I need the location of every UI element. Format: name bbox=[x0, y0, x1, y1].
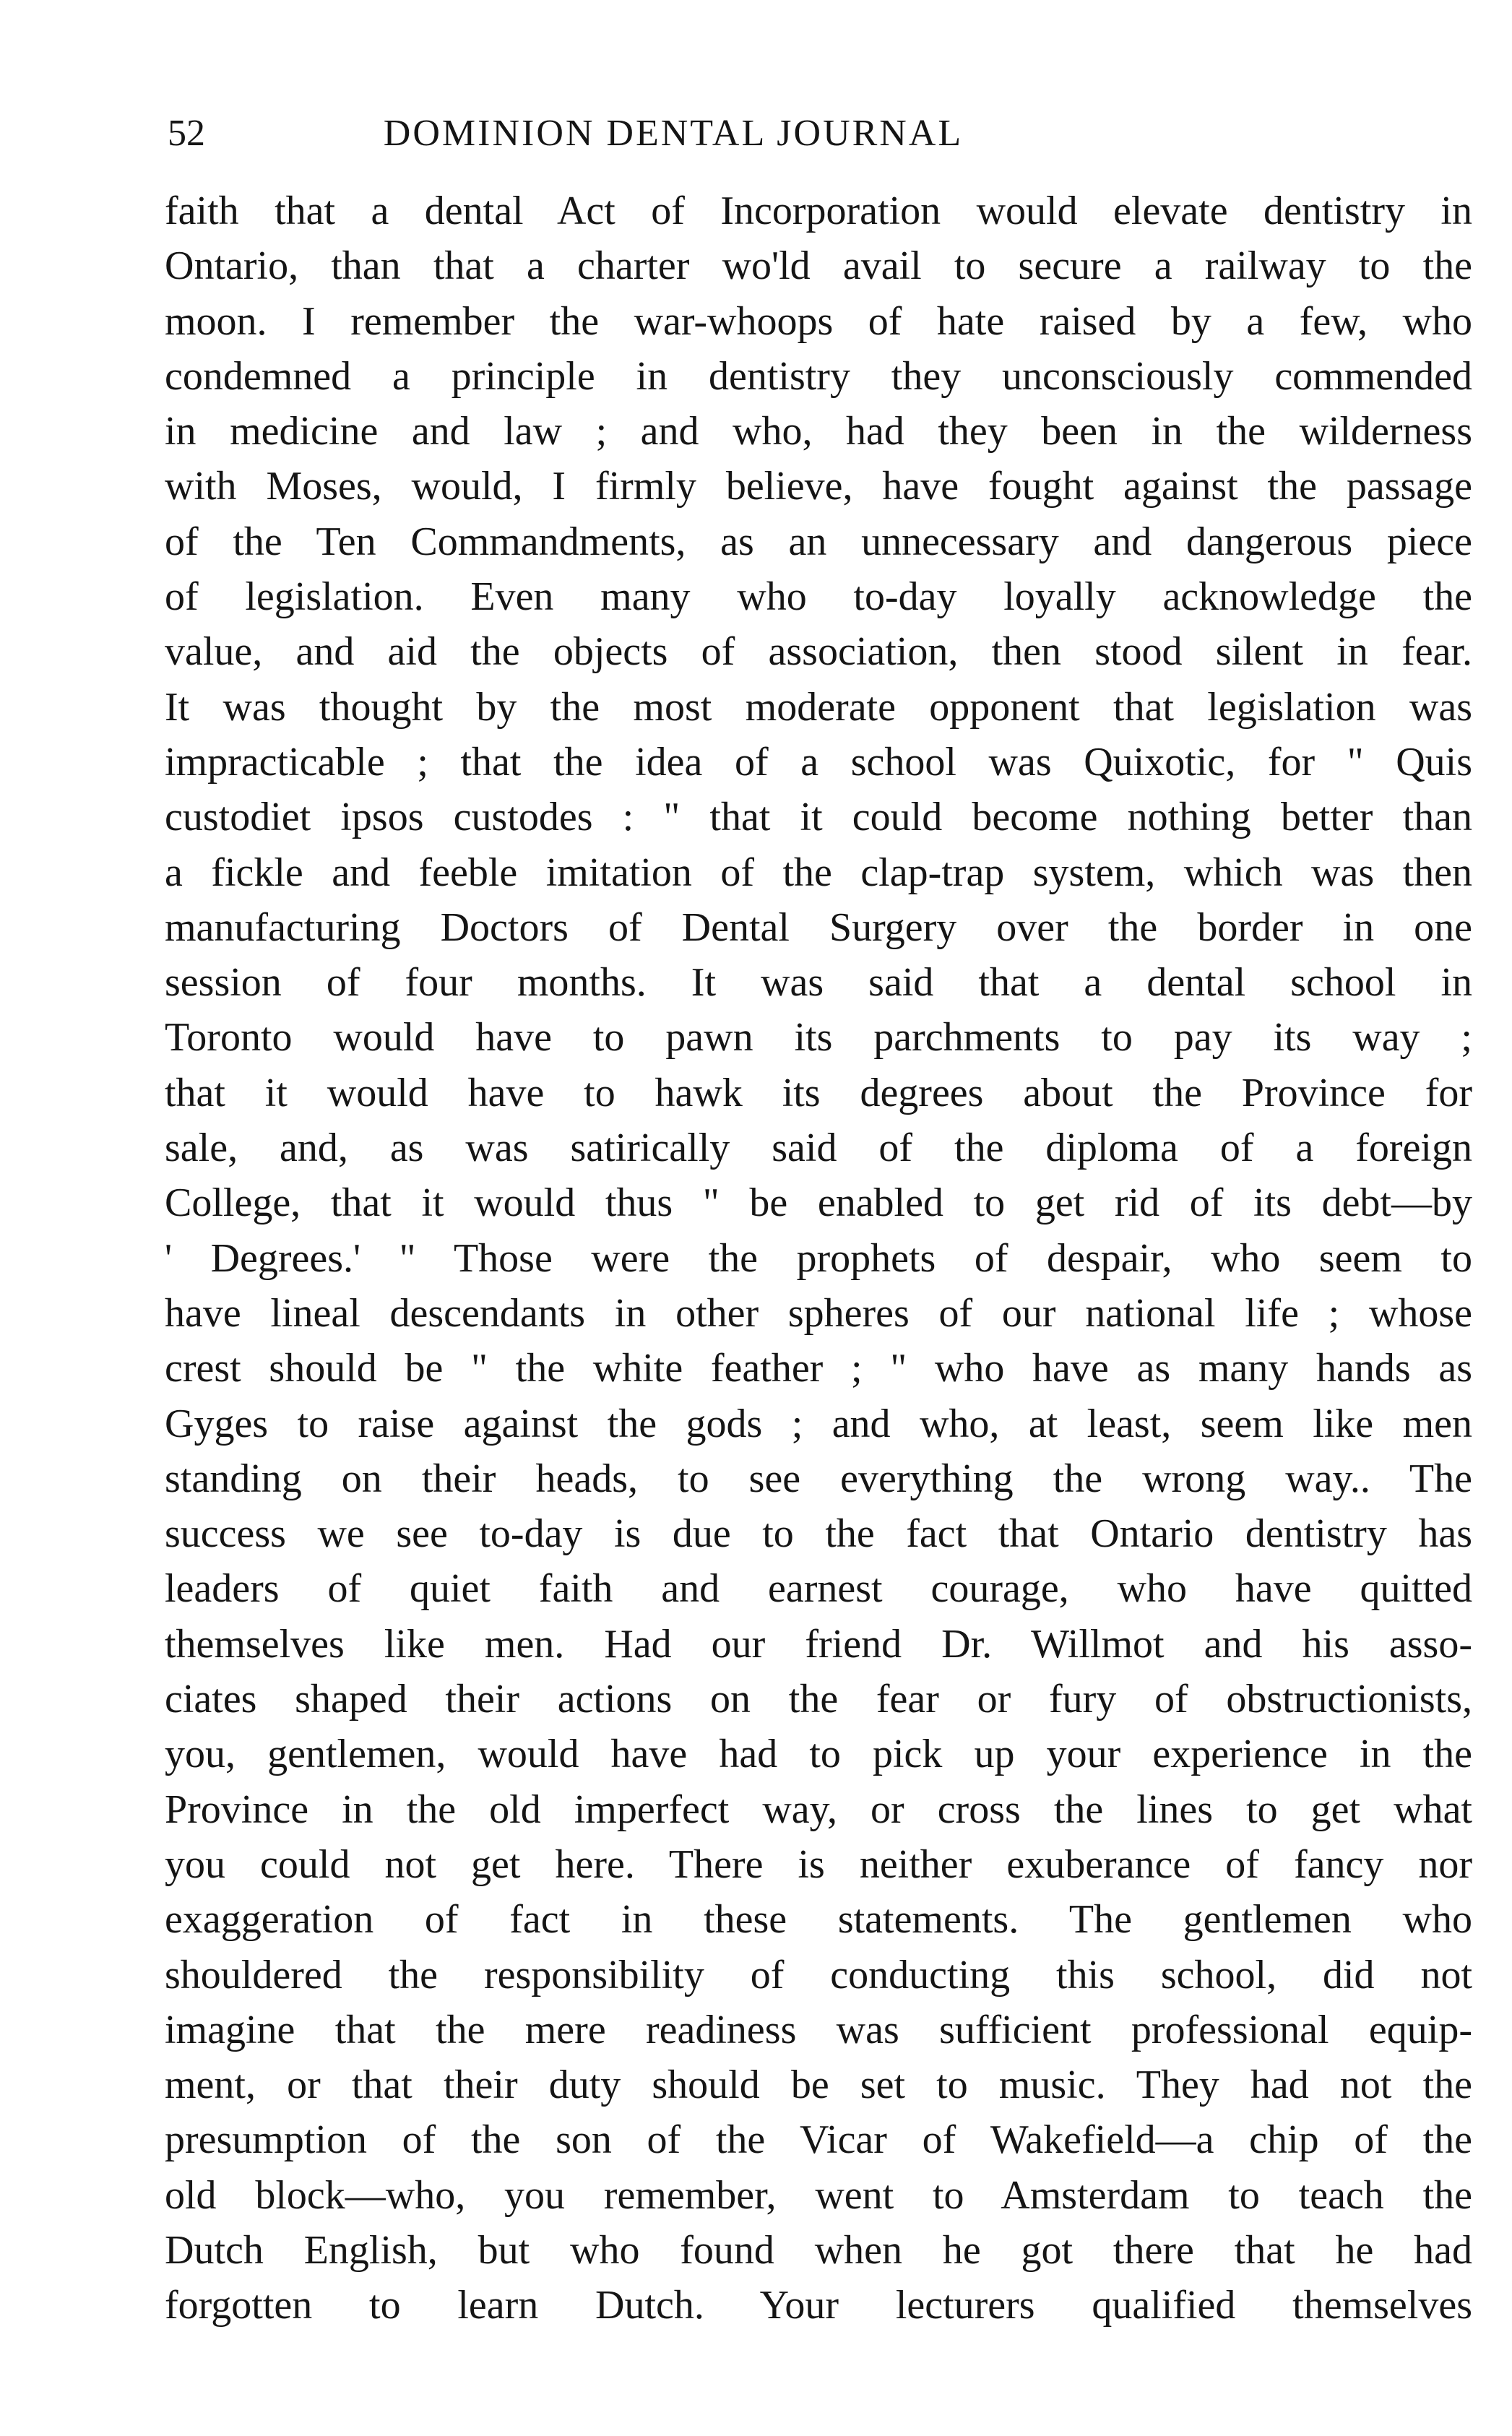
text-line: ' Degrees.' " Those were the prophets of despair, who seem to bbox=[165, 1235, 1472, 1281]
text-line: shouldered the responsibility of conducting this school, did not bbox=[165, 1952, 1472, 1997]
text-line: success we see to-day is due to the fact that Ontario dentistry has bbox=[165, 1511, 1472, 1557]
text-line: that it would have to hawk its degrees about the Province for bbox=[165, 1070, 1472, 1115]
text-line: standing on their heads, to see everything the wrong way.. The bbox=[165, 1456, 1472, 1501]
text-line: Province in the old imperfect way, or cross the lines to get what bbox=[165, 1787, 1472, 1832]
text-line: you could not get here. There is neither exuberance of fancy nor bbox=[165, 1841, 1472, 1887]
text-line: custodiet ipsos custodes : " that it could become nothing better than bbox=[165, 795, 1472, 840]
text-line: ment, or that their duty should be set to music. They had not the bbox=[165, 2063, 1472, 2108]
text-line: of legislation. Even many who to-day loyally acknowledge the bbox=[165, 574, 1472, 620]
text-line: leaders of quiet faith and earnest courage, who have quitted bbox=[165, 1566, 1472, 1612]
text-line: in medicine and law ; and who, had they been in the wilderness bbox=[165, 409, 1472, 454]
text-line: forgotten to learn Dutch. Your lecturers qualified themselves bbox=[165, 2283, 1472, 2328]
text-line: faith that a dental Act of Incorporation would elevate dentistry in bbox=[165, 189, 1472, 233]
text-line: themselves like men. Had our friend Dr. Willmot and his asso- bbox=[165, 1621, 1472, 1667]
text-line: a fickle and feeble imitation of the clap-trap system, which was then bbox=[165, 850, 1472, 895]
running-title: DOMINION DENTAL JOURNAL bbox=[383, 113, 964, 154]
text-line: Ontario, than that a charter wo'ld avail to secure a railway to the bbox=[165, 243, 1472, 289]
text-line: It was thought by the most moderate opponent that legislation was bbox=[165, 684, 1472, 730]
text-line: impracticable ; that the idea of a school was Quixotic, for " Quis bbox=[165, 739, 1472, 785]
body-text bbox=[165, 183, 1472, 2333]
text-line: Gyges to raise against the gods ; and who, at least, seem like men bbox=[165, 1401, 1472, 1446]
text-line: you, gentlemen, would have had to pick up your experience in the bbox=[165, 1732, 1472, 1777]
text-line: old block—who, you remember, went to Amsterdam to teach the bbox=[165, 2172, 1472, 2218]
text-line: condemned a principle in dentistry they unconsciously commended bbox=[165, 353, 1472, 399]
page-number: 52 bbox=[168, 113, 205, 154]
text-line: value, and aid the objects of association, then stood silent in fear. bbox=[165, 629, 1472, 675]
text-line: of the Ten Commandments, as an unnecessary and dangerous piece bbox=[165, 519, 1472, 564]
text-line: have lineal descendants in other spheres of our national life ; whose bbox=[165, 1290, 1472, 1336]
text-line: Toronto would have to pawn its parchments to pay its way ; bbox=[165, 1015, 1472, 1061]
text-line: with Moses, would, I firmly believe, have fought against the passage bbox=[165, 464, 1472, 509]
text-line: sale, and, as was satirically said of the diploma of a foreign bbox=[165, 1126, 1472, 1171]
text-line: crest should be " the white feather ; " who have as many hands as bbox=[165, 1346, 1472, 1391]
text-line: moon. I remember the war-whoops of hate raised by a few, who bbox=[165, 298, 1472, 344]
text-line: imagine that the mere readiness was sufficient professional equip- bbox=[165, 2007, 1472, 2052]
text-line: manufacturing Doctors of Dental Surgery over the border in one bbox=[165, 904, 1472, 950]
text-line: presumption of the son of the Vicar of Wakefield—a chip of the bbox=[165, 2117, 1472, 2163]
text-line: ciates shaped their actions on the fear or fury of obstructionists, bbox=[165, 1677, 1472, 1722]
page-header bbox=[168, 101, 1469, 166]
text-line: session of four months. It was said that a dental school in bbox=[165, 960, 1472, 1006]
text-line: Dutch English, but who found when he got there that he had bbox=[165, 2227, 1472, 2273]
text-line: exaggeration of fact in these statements. The gentlemen who bbox=[165, 1897, 1472, 1943]
text-line: College, that it would thus " be enabled to get rid of its debt—by bbox=[165, 1180, 1472, 1226]
